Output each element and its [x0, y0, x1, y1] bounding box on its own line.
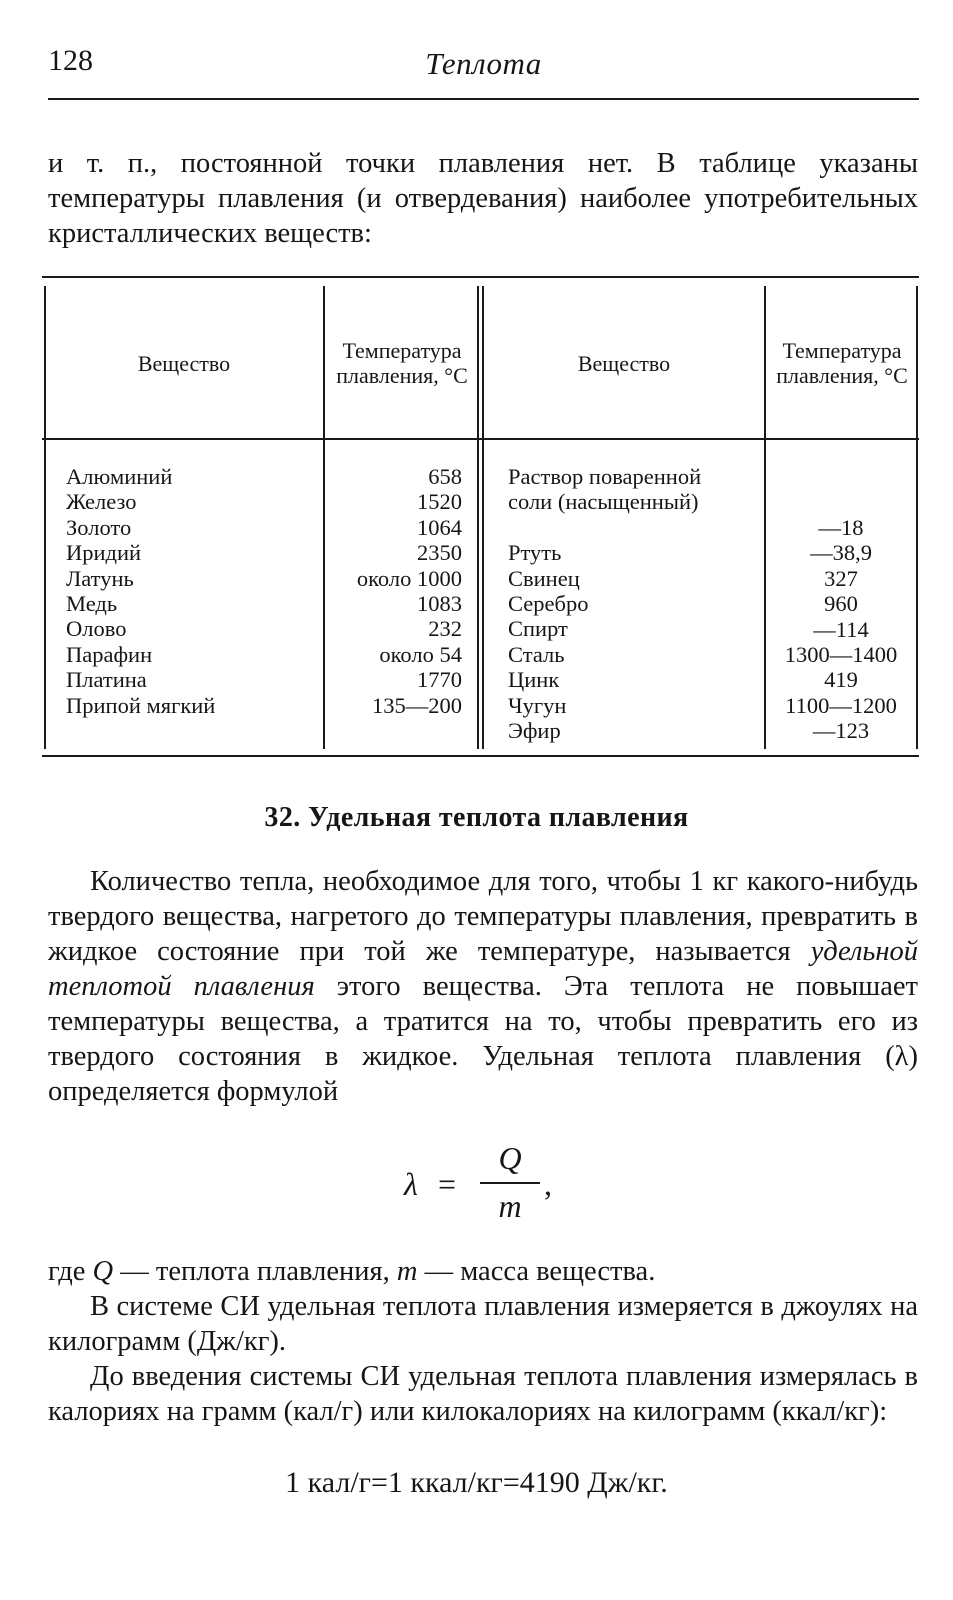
table-divider: [323, 286, 325, 749]
melting-temperature: 1770: [417, 667, 462, 693]
substance-name: Припой мягкий: [66, 692, 216, 718]
substance-name: Олово: [66, 616, 127, 642]
substance-name: Спирт: [508, 616, 568, 642]
header-substance-right: Вещество: [577, 350, 671, 376]
paragraph-text: этого вещества. Эта теплота не повышает температуры вещества, а тратится на то, чтобы превратить его из твердого состояния в жидкое. Удельная теплота плавления (λ) определяется формулой: [48, 971, 918, 1107]
table-divider: [477, 286, 479, 749]
si-units-paragraph: В системе СИ удельная теплота плавления измеряется в джоулях на килограмм (Дж/кг).: [48, 1291, 918, 1357]
formula-denominator: m: [498, 1188, 522, 1224]
paragraph-text: — теплота плавления,: [113, 1256, 397, 1287]
melting-temperature: около 54: [379, 641, 462, 667]
melting-temperature: 1100—1200: [785, 692, 897, 718]
melting-temperature: 419: [824, 667, 858, 693]
definition-paragraph: [48, 864, 918, 1109]
paragraph-text: — масса вещества.: [417, 1256, 656, 1287]
intro-paragraph: и т. п., постоянной точки плавления нет. В таблице указаны температуры плавления (и отвердевания) наиболее употребительных кристаллических веществ:: [48, 148, 918, 249]
melting-temperature: —114: [813, 616, 869, 642]
table-header-rule: [42, 438, 919, 440]
defined-term: удельной теплотой плавления: [48, 936, 918, 1002]
substance-name: Золото: [66, 514, 132, 540]
substance-name: Эфир: [508, 717, 561, 743]
formula-equals: =: [438, 1166, 457, 1202]
melting-temperature: 327: [824, 565, 858, 591]
melting-temperature: 232: [428, 616, 462, 642]
variable-q: Q: [92, 1256, 114, 1287]
melting-temperature: 960: [824, 591, 858, 617]
melting-temperature: 1083: [417, 590, 462, 616]
running-head: [48, 44, 919, 100]
header-temperature-right: Температура плавления, °C: [776, 338, 908, 388]
table-divider: [482, 286, 484, 749]
left-temperature-column: [326, 464, 462, 718]
substance-name: Цинк: [508, 667, 560, 693]
table-border-right: [916, 286, 918, 749]
paragraph-text: Количество тепла, необходимое для того, чтобы 1 кг какого-нибудь твердого вещества, нагретого до температуры плавления, превратить в жидкое состояние при той же температуре, называется: [48, 866, 918, 967]
substance-name: Свинец: [508, 565, 580, 591]
formula: [392, 1140, 572, 1230]
substance-name: Серебро: [508, 590, 589, 616]
substance-name: Ртуть: [508, 540, 562, 566]
melting-temperature: 1520: [417, 489, 462, 515]
melting-temperature: 1300—1400: [784, 641, 898, 667]
pre-si-units-paragraph: До введения системы СИ удельная теплота плавления измерялась в калориях на грамм (кал/г) или килокалориях на килограмм (ккал/кг):: [48, 1361, 918, 1427]
right-temperature-column: [768, 515, 914, 744]
substance-name: Железо: [66, 489, 137, 515]
section-heading: 32. Удельная теплота плавления: [264, 802, 689, 833]
substance-name: Иридий: [66, 540, 142, 566]
right-substance-column: [508, 464, 758, 743]
page-number: 128: [48, 44, 93, 77]
melting-point-table: [42, 276, 919, 757]
substance-name: Медь: [66, 590, 118, 616]
melting-temperature: —18: [818, 515, 864, 540]
melting-temperature: около 1000: [356, 565, 462, 591]
fraction-bar: [480, 1182, 540, 1184]
where-line: [48, 1254, 918, 1289]
melting-temperature: 2350: [417, 540, 462, 566]
melting-temperature: 658: [428, 464, 462, 489]
substance-name: Чугун: [508, 692, 567, 718]
substance-name: Раствор поваренной соли (насыщенный): [508, 464, 702, 515]
substance-name: Сталь: [508, 641, 565, 667]
melting-temperature: —38,9: [810, 540, 872, 566]
variable-m: m: [396, 1256, 418, 1287]
header-temperature-left: Температура плавления, °C: [336, 338, 468, 388]
formula-comma: ,: [544, 1166, 552, 1202]
header-substance-left: Вещество: [137, 350, 231, 376]
melting-temperature: 1064: [417, 514, 462, 540]
formula-fraction: [480, 1140, 540, 1225]
melting-temperature: —123: [812, 718, 870, 744]
running-title: Теплота: [425, 46, 542, 81]
formula-numerator: Q: [498, 1140, 522, 1176]
substance-name: Парафин: [66, 641, 153, 667]
formula-lambda: λ: [404, 1166, 418, 1202]
substance-name: Латунь: [66, 565, 134, 591]
melting-temperature: 135—200: [372, 692, 462, 718]
substance-name: Алюминий: [66, 464, 173, 489]
substance-name: Платина: [66, 667, 147, 693]
paragraph-text: где: [48, 1256, 93, 1287]
table-divider: [764, 286, 766, 749]
unit-conversion: 1 кал/г=1 ккал/кг=4190 Дж/кг.: [285, 1466, 668, 1499]
left-substance-column: [66, 464, 320, 718]
